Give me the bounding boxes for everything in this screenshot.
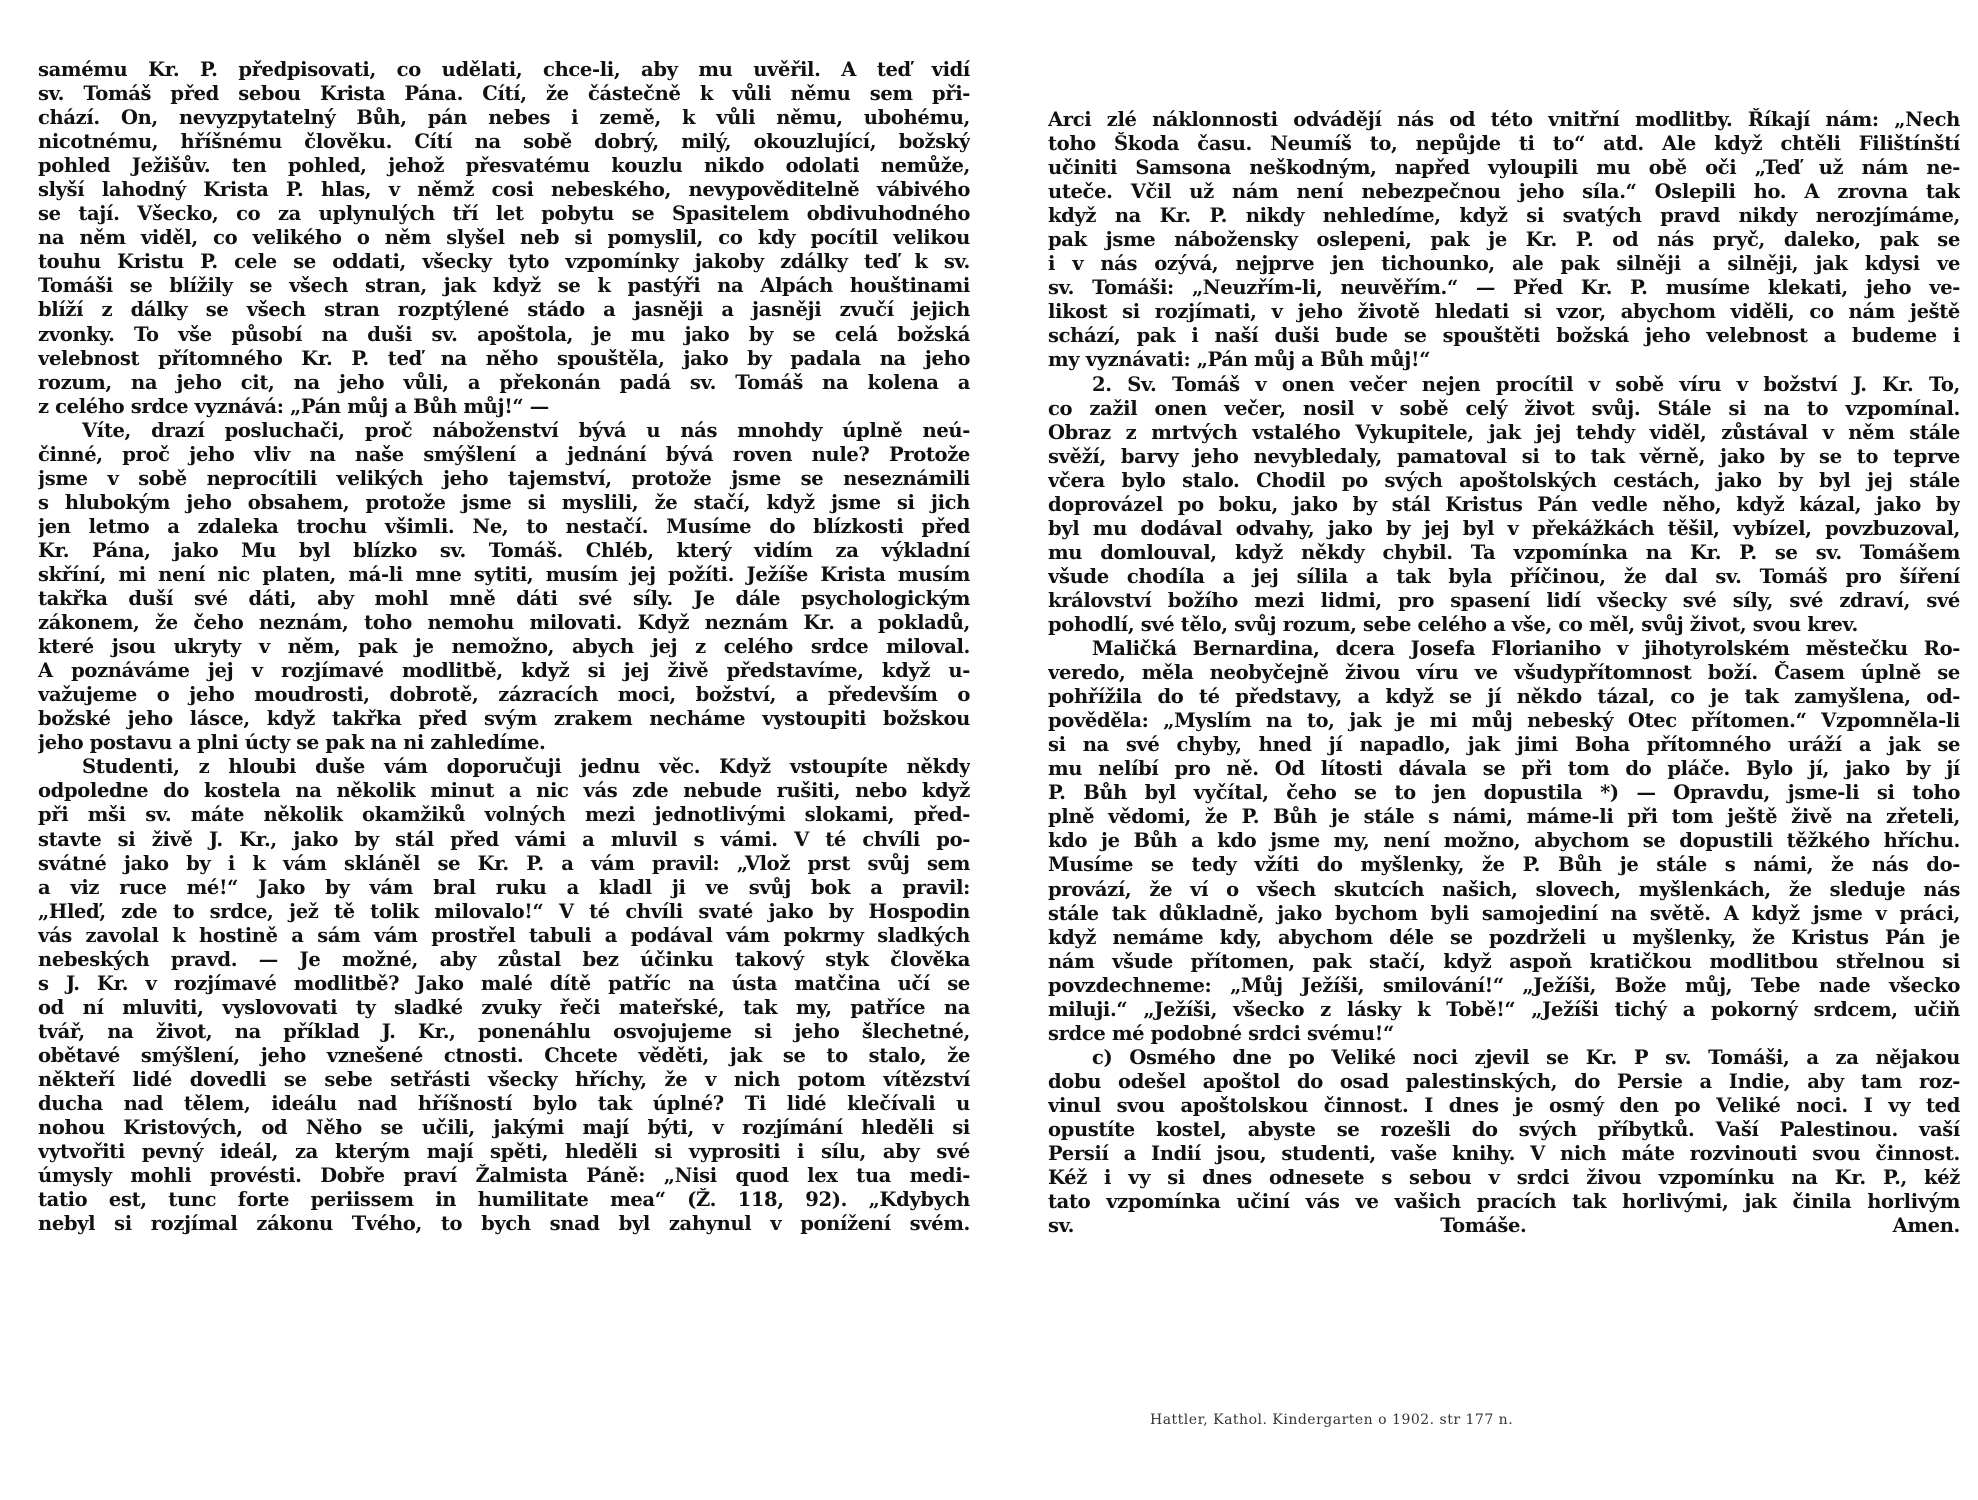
text-line: velebnost přítomného Kr. P. teď na něho spouštěla, jako by padala na jeho — [38, 346, 970, 370]
text-line: rozum, na jeho cit, na jeho vůli, a překonán padá sv. Tomáš na kolena a — [38, 370, 970, 394]
text-line: chází. On, nevyzpytatelný Bůh, pán nebes i země, k vůli němu, ubohému, — [38, 106, 970, 130]
text-line: a viz ruce mé!“ Jako by vám bral ruku a kladl ji ve svůj bok a pravil: — [38, 875, 970, 899]
text-line: od ní mluviti, vyslovovati ty sladké zvuky řeči mateřské, tak my, patříce na — [38, 995, 970, 1019]
text-line: i v nás ozývá, nejprve jen tichounko, ale pak silněji a silněji, jak kdysi ve — [1048, 252, 1960, 276]
text-line: mu nelíbí pro ně. Od lítosti dávala se při tom do pláče. Bylo jí, jako by jí — [1048, 757, 1960, 781]
text-line: miluji.“ „Ježíši, všecko z lásky k Tobě!“ „Ježíši tichý a pokorný srdcem, učiň — [1048, 997, 1960, 1021]
text-line: schází, pak i naší duši bude se spouštěti božská jeho velebnost a budeme i — [1048, 324, 1960, 348]
text-line: se tají. Všecko, co za uplynulých tří let pobytu se Spasitelem obdivuhodného — [38, 202, 970, 226]
text-line: pohřížila do té představy, a když se jí někdo tázal, co je tak zamyšlena, od- — [1048, 685, 1960, 709]
text-line: si na své chyby, hned jí napadlo, jak jimi Boha přítomného uráží a jak se — [1048, 733, 1960, 757]
text-line: byl mu dodával odvahy, jako by jej byl v překážkách těšil, vybízel, povzbuzoval, — [1048, 516, 1960, 540]
text-line: zvonky. To vše působí na duši sv. apoštola, je mu jako by se celá božská — [38, 322, 970, 346]
text-line: dobu odešel apoštol do osad palestinských, do Persie a Indie, aby tam roz- — [1048, 1069, 1960, 1093]
text-line: A poznáváme jej v rozjímavé modlitbě, když si jej živě představíme, když u- — [38, 659, 970, 683]
text-line: Studenti, z hloubi duše vám doporučuji jednu věc. Když vstoupíte někdy — [82, 755, 970, 779]
text-line: toho Škoda času. Neumíš to, nepůjde ti to“ atd. Ale když chtěli Filištínští — [1048, 132, 1960, 156]
text-line: Persií a Indií jsou, studenti, vaše knihy. V nich máte rozvinouti svou činnost. — [1048, 1142, 1960, 1166]
text-line: uteče. Včil už nám není nebezpečnou jeho síla.“ Oslepili ho. A zrovna tak — [1048, 180, 1960, 204]
text-line: važujeme o jeho moudrosti, dobrotě, zázracích moci, božství, a především o — [38, 683, 970, 707]
text-line: co zažil onen večer, nosil v sobě celý život svůj. Stále si na to vzpomínal. — [1048, 396, 1960, 420]
text-line: svěží, barvy jeho nevybledaly, pamatoval si to tak věrně, jako by se to teprve — [1048, 444, 1960, 468]
text-line: kdo je Bůh a kdo jsme my, není možno, abychom se dopustili těžkého hříchu. — [1048, 829, 1960, 853]
text-line: samému Kr. P. předpisovati, co udělati, chce-li, aby mu uvěřil. A teď vidí — [38, 58, 970, 81]
text-line: na něm viděl, co velikého o něm slyšel neb si pomyslil, co kdy pocítil velikou — [38, 226, 970, 250]
text-line: touhu Kristu P. cele se oddati, všecky tyto vzpomínky jakoby zdálky teď k sv. — [38, 250, 970, 274]
text-line: nicotnému, hříšnému člověku. Cítí na sobě dobrý, milý, okouzlující, božský — [38, 130, 970, 154]
text-line: veredo, měla neobyčejně živou víru ve všudypřítomnost boží. Časem úplně se — [1048, 661, 1960, 685]
text-line: úmysly mohli provésti. Dobře praví Žalmista Páně: „Nisi quod lex tua medi- — [38, 1164, 970, 1188]
text-line: svátné jako by i k vám skláněl se Kr. P. a vám pravil: „Vlož prst svůj sem — [38, 851, 970, 875]
text-line: včera bylo stalo. Chodil po svých apoštolských cestách, jako by byl jej stále — [1048, 468, 1960, 492]
text-line: slyší lahodný Krista P. hlas, v němž cosi nebeského, nevypověditelně vábivého — [38, 178, 970, 202]
text-line: likost si rozjímati, v jeho životě hledati si vzor, abychom viděli, co nám ještě — [1048, 300, 1960, 324]
text-line: opustíte kostel, abyste se rozešli do svých příbytků. Vaší Palestinou. vaší — [1048, 1117, 1960, 1141]
text-line: „Hleď, zde to srdce, jež tě tolik milovalo!“ V té chvíli svaté jako by Hospodin — [38, 899, 970, 923]
text-line: ducha nad tělem, ideálu nad hříšností bylo tak úplné? Ti lidé klečívali u — [38, 1092, 970, 1116]
text-line: Kéž i vy si dnes odnesete s sebou v srdci živou vzpomínku na Kr. P., kéž — [1048, 1166, 1960, 1190]
text-line: jen letmo a zdaleka trochu všimli. Ne, to nestačí. Musíme do blízkosti před — [38, 514, 970, 538]
text-line: z celého srdce vyznává: „Pán můj a Bůh můj!“ — — [38, 394, 549, 418]
footnote-citation: Hattler, Kathol. Kindergarten o 1902. str 177 n. — [1150, 1412, 1514, 1428]
text-line: nohou Kristových, od Něho se učili, jakými mají býti, v rozjímání hleděli si — [38, 1116, 970, 1140]
text-line: sv. Tomáš před sebou Krista Pána. Cítí, že částečně k vůli němu sem při- — [38, 82, 970, 106]
text-line: Musíme se tedy vžíti do myšlenky, že P. Bůh je stále s námi, že nás do- — [1048, 853, 1960, 877]
text-line: když nemáme kdy, abychom déle se pozdrželi u myšlenky, že Kristus Pán je — [1048, 925, 1960, 949]
text-line: vinul svou apoštolskou činnost. I dnes je osmý den po Veliké noci. I vy teď — [1048, 1093, 1960, 1117]
text-line: nebeských pravd. — Je možné, aby zůstal bez účinku takový styk člověka — [38, 947, 970, 971]
text-line: zákonem, že čeho neznám, toho nemohu milovati. Když neznám Kr. a pokladů, — [38, 611, 970, 635]
text-line: srdce mé podobné srdci svému!“ — [1048, 1021, 1394, 1045]
text-line: které jsou ukryty v něm, pak je nemožno, abych jej z celého srdce miloval. — [38, 635, 970, 659]
text-line: tatio est, tunc forte periissem in humilitate mea“ (Ž. 118, 92). „Kdybych — [38, 1188, 970, 1212]
text-line: s J. Kr. v rozjímavé modlitbě? Jako malé dítě patříc na ústa matčina učí se — [38, 971, 970, 995]
text-line: vás zavolal k hostině a sám vám prostřel tabuli a podával vám pokrmy sladkých — [38, 923, 970, 947]
text-line: sv. Tomáše. Amen. — [1048, 1214, 1960, 1238]
text-line: všude chodíla a jej sílila a tak byla příčinou, že dal sv. Tomáš pro šíření — [1048, 564, 1960, 588]
text-line: Tomáši se blížily se všech stran, jak když se k pastýři na Alpách houštinami — [38, 274, 970, 298]
text-line: blíží z dálky se všech stran rozptýlené stádo a jasněji a jasněji zvučí jejich — [38, 298, 970, 322]
text-line: božské jeho lásce, když takřka před svým zrakem necháme vystoupiti božskou — [38, 707, 970, 731]
text-line: Maličká Bernardina, dcera Josefa Florianiho v jihotyrolském městečku Ro- — [1092, 637, 1960, 661]
text-line: doprovázel po boku, jako by stál Kristus Pán vedle něho, když kázal, jako by — [1048, 492, 1960, 516]
text-line: někteří lidé dovedli se sebe setřásti všecky hříchy, že v nich potom vítězství — [38, 1067, 970, 1091]
text-line: pak jsme nábožensky oslepeni, pak je Kr. P. od nás pryč, daleko, pak se — [1048, 228, 1960, 252]
text-line: provází, že ví o všech skutcích našich, slovech, myšlenkách, že sleduje nás — [1048, 877, 1960, 901]
text-line: pohodlí, své tělo, svůj rozum, sebe celého a vše, co měl, svůj život, svou krev. — [1048, 612, 1858, 636]
text-line: plně vědomi, že P. Bůh je stále s námi, máme-li při tom ještě živě na zřeteli, — [1048, 805, 1960, 829]
text-line: mu domlouval, když někdy chybil. Ta vzpomínka na Kr. P. se sv. Tomášem — [1048, 540, 1960, 564]
text-line: jsme v sobě neprocítili velikých jeho tajemství, protože jsme se neseznámili — [38, 466, 970, 490]
text-line: Kr. Pána, jako Mu byl blízko sv. Tomáš. Chléb, který vidím za výkladní — [38, 538, 970, 562]
text-line: nám všude přítomen, pak stačí, když aspoň kratičkou modlitbou střelnou si — [1048, 949, 1960, 973]
left-page — [38, 58, 970, 1236]
text-line: Arci zlé náklonnosti odvádějí nás od této vnitřní modlitby. Říkají nám: „Nech — [1048, 108, 1960, 131]
text-line: skříní, mi není nic platen, má-li mne sytiti, musím jej požíti. Ježíše Krista musím — [38, 562, 970, 586]
text-line: činné, proč jeho vliv na naše smýšlení a jednání bývá roven nule? Protože — [38, 442, 970, 466]
text-line: při mši sv. máte několik okamžiků volných mezi jednotlivými slokami, před- — [38, 803, 970, 827]
text-line: učiniti Samsona neškodným, napřed vyloupili mu obě oči „Teď už nám ne- — [1048, 156, 1960, 180]
text-line: pověděla: „Myslím na to, jak je mi můj nebeský Otec přítomen.“ Vzpomněla-li — [1048, 709, 1960, 733]
text-line: pohled Ježišův. ten pohled, jehož přesvatému kouzlu nikdo odolati nemůže, — [38, 154, 970, 178]
text-line: Víte, drazí posluchači, proč náboženství bývá u nás mnohdy úplně neú- — [82, 418, 970, 442]
text-line: my vyznávati: „Pán můj a Bůh můj!“ — [1048, 348, 1431, 372]
text-line: stavte si živě J. Kr., jako by stál před vámi a mluvil s vámi. V té chvíli po- — [38, 827, 970, 851]
text-line: tvář, na život, na příklad J. Kr., ponenáhlu osvojujeme si jeho šlechetné, — [38, 1019, 970, 1043]
text-line: 2. Sv. Tomáš v onen večer nejen procítil v sobě víru v božství J. Kr. To, — [1092, 372, 1960, 396]
text-line: sv. Tomáši: „Neuzřím-li, neuvěřím.“ — Před Kr. P. musíme klekati, jeho ve- — [1048, 276, 1960, 300]
text-line: takřka duší své dáti, aby mohl mně dáti své síly. Je dále psychologickým — [38, 587, 970, 611]
text-line: odpoledne do kostela na několik minut a nic vás zde nebude rušiti, nebo když — [38, 779, 970, 803]
text-line: nebyl si rozjímal zákonu Tvého, to bych snad byl zahynul v ponížení svém. — [38, 1212, 970, 1236]
text-line: jeho postavu a plni úcty se pak na ni zahledíme. — [38, 731, 546, 755]
text-line: stále tak důkladně, jako bychom byli samojediní na světě. A když jsme v práci, — [1048, 901, 1960, 925]
text-line: povzdechneme: „Můj Ježíši, smilování!“ „Ježíši, Bože můj, Tebe nade všecko — [1048, 973, 1960, 997]
text-line: tato vzpomínka učiní vás ve vašich pracích tak horlivými, jak činila horlivým — [1048, 1190, 1960, 1214]
text-line: obětavé smýšlení, jeho vznešené ctnosti. Chcete věděti, jak se to stalo, že — [38, 1043, 970, 1067]
right-page — [1048, 108, 1960, 1238]
text-line: c) Osmého dne po Veliké noci zjevil se Kr. P sv. Tomáši, a za nějakou — [1092, 1045, 1960, 1069]
text-line: s hlubokým jeho obsahem, protože jsme si myslili, že stačí, když jsme si jich — [38, 490, 970, 514]
text-line: Obraz z mrtvých vstalého Vykupitele, jak jej tehdy viděl, zůstával v něm stále — [1048, 420, 1960, 444]
text-line: když na Kr. P. nikdy nehledíme, když si svatých pravd nikdy nerozjímáme, — [1048, 204, 1960, 228]
text-line: království božího mezi lidmi, pro spasení lidí všecky své síly, své zdraví, své — [1048, 588, 1960, 612]
text-line: vytvořiti pevný ideál, za kterým mají spěti, hleděli si vyprositi i sílu, aby své — [38, 1140, 970, 1164]
text-line: P. Bůh byl vyčítal, čeho se to jen dopustila *) — Opravdu, jsme-li si toho — [1048, 781, 1960, 805]
